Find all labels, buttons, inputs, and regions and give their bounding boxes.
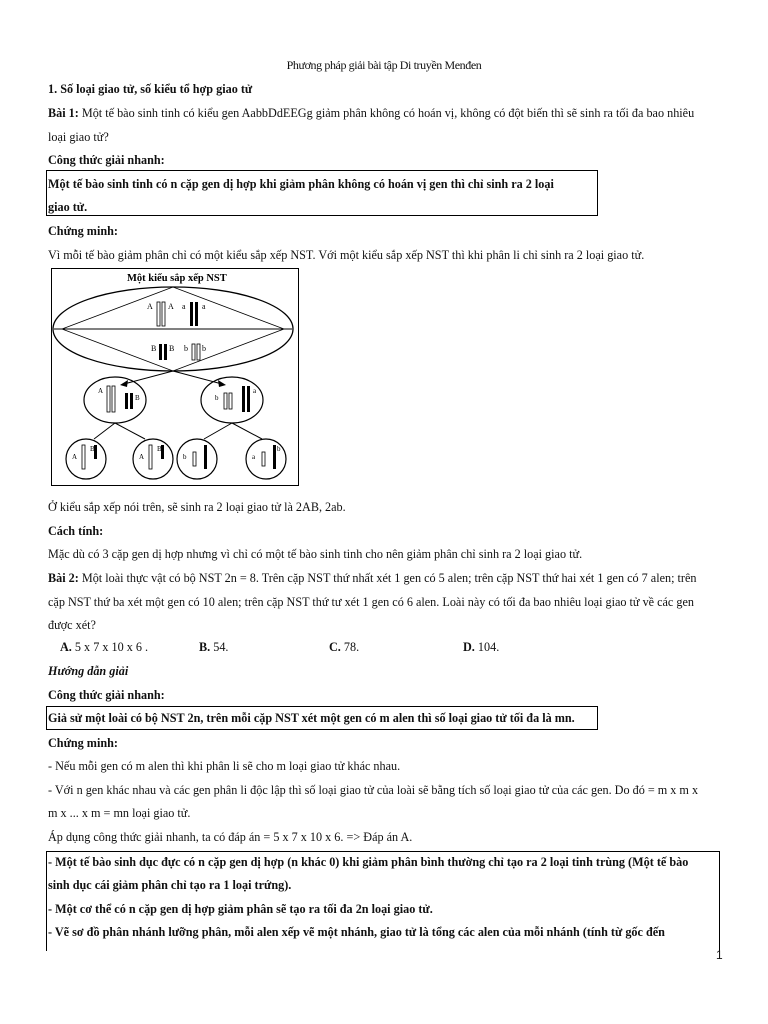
spindle-right-top xyxy=(173,287,284,329)
section-heading: 1. Số loại giao tử, số kiểu tổ hợp giao tử xyxy=(48,82,253,96)
chromosome-a-2 xyxy=(195,302,198,326)
chromosome-b-2 xyxy=(197,344,200,360)
left-cell-chromatid-3 xyxy=(125,393,128,409)
gamete-3-a xyxy=(204,445,207,469)
option-c: C. 78. xyxy=(329,640,360,654)
left-cell-label-B: B xyxy=(135,394,140,402)
left-cell-chromatid-2 xyxy=(112,386,115,412)
chromosome-B-1 xyxy=(159,344,162,360)
summary-line-3: - Một cơ thể có n cặp gen dị hợp giảm phân sẽ tạo ra tối đa 2n loại giao tử. xyxy=(48,902,433,916)
summary-line-4: - Vẽ sơ đồ phân nhánh lưỡng phân, mỗi alen xếp vẽ một nhánh, giao tử là tổng các alen của mỗi nhánh (tính từ gốc đến xyxy=(48,925,665,939)
gamete-1-A xyxy=(82,445,85,469)
label-b: b xyxy=(184,344,188,353)
left-cell-label-A: A xyxy=(98,387,104,395)
formula-box-1-line-2: giao tử. xyxy=(48,200,88,214)
gamete-1-label-A: A xyxy=(72,453,78,461)
gamete-3-label-b: b xyxy=(183,453,187,461)
spindle-left-top xyxy=(62,287,173,329)
arrow-gamete-2 xyxy=(115,423,145,439)
proof-heading-2: Chứng minh: xyxy=(48,736,118,750)
chromosome-A-2 xyxy=(162,302,165,326)
chromosome-B-2 xyxy=(164,344,167,360)
quick-formula-heading-1: Công thức giải nhanh: xyxy=(48,153,165,167)
gamete-4-label-a: a xyxy=(252,453,256,461)
proof-2-line-3: m x ... x m = mn loại giao tử. xyxy=(48,806,191,820)
label-b-2: b xyxy=(202,344,206,353)
quick-formula-heading-2: Công thức giải nhanh: xyxy=(48,688,165,702)
arrow-to-left-cell xyxy=(124,371,173,384)
chromosome-a-1 xyxy=(190,302,193,326)
exercise-2-line-2: cặp NST thứ ba xét một gen có 10 alen; trên cặp NST thứ tư xét 1 gen có 6 alen. Loài này có tối đa bao nhiêu loại giao tử về các gen xyxy=(48,595,694,609)
arrow-gamete-3 xyxy=(204,423,232,439)
arrow-gamete-1 xyxy=(94,423,115,439)
right-cell-chromatid-4 xyxy=(247,386,250,412)
arrow-to-right-cell xyxy=(173,371,222,384)
chromosome-A-1 xyxy=(157,302,160,326)
exercise-2-line-1 xyxy=(48,571,696,586)
label-a: a xyxy=(182,302,186,311)
summary-line-2: sinh dục cái giảm phân chỉ tạo ra 1 loại trứng). xyxy=(48,878,292,892)
left-cell-chromatid-1 xyxy=(107,386,110,412)
arrowhead-right-cell xyxy=(218,380,226,387)
chromosome-diagram xyxy=(52,269,297,484)
exercise-1-label: Bài 1: xyxy=(48,106,79,120)
label-a-2: a xyxy=(202,302,206,311)
solution-guide-heading: Hướng dẫn giải xyxy=(48,664,129,678)
calculation-text: Mặc dù có 3 cặp gen dị hợp nhưng vì chỉ có một tế bào sinh tinh cho nên giảm phân chỉ sinh ra 2 loại giao tử. xyxy=(48,547,583,561)
proof-heading-1: Chứng minh: xyxy=(48,224,118,238)
exercise-1-line-2: loại giao tử? xyxy=(48,130,109,144)
gamete-2-A xyxy=(149,445,152,469)
chromosome-b-1 xyxy=(192,344,195,360)
proof-2-line-2: - Với n gen khác nhau và các gen phân li độc lập thì số loại giao tử của loài sẽ bằng tích số loại giao tử của các gen. Do đó = m x m x xyxy=(48,783,699,797)
label-B: B xyxy=(151,344,157,353)
summary-line-1: - Một tế bào sinh dục đực có n cặp gen dị hợp (n khác 0) khi giảm phân bình thường chỉ tạo ra 2 loại tinh trùng (Một tế bào xyxy=(48,855,689,869)
exercise-2-text: Một loài thực vật có bộ NST 2n = 8. Trên cặp NST thứ nhất xét 1 gen có 5 alen; trên cặp NST thứ hai xét 1 gen có 7 alen; trên xyxy=(78,571,697,585)
exercise-1-text: Một tế bào sinh tinh có kiểu gen AabbDdEEGg giảm phân không có hoán vị, không có đột biến thì sẽ sinh ra tối đa bao nhiêu xyxy=(78,106,695,120)
figure-title: Một kiểu sắp xếp NST xyxy=(127,273,227,284)
gamete-2-label-A: A xyxy=(139,453,145,461)
chromosome-figure xyxy=(51,268,299,486)
calculation-heading: Cách tính: xyxy=(48,524,104,538)
apply-formula-text: Áp dụng công thức giải nhanh, ta có đáp án = 5 x 7 x 10 x 6. => Đáp án A. xyxy=(48,830,413,844)
formula-box-1-line-1: Một tế bào sinh tinh có n cặp gen dị hợp khi giảm phân không có hoán vị gen thì chỉ sinh ra 2 loại xyxy=(48,177,554,191)
gamete-4-b xyxy=(262,452,265,466)
arrow-gamete-4 xyxy=(232,423,262,439)
gamete-3-b xyxy=(193,452,196,466)
left-cell-chromatid-4 xyxy=(130,393,133,409)
spindle-right-bottom xyxy=(173,329,284,371)
proof-2-line-1: - Nếu mỗi gen có m alen thì khi phân li sẽ cho m loại giao tử khác nhau. xyxy=(48,759,401,773)
right-cell-label-b: b xyxy=(215,394,219,402)
gamete-2-label-B: B xyxy=(157,445,162,453)
right-cell-label-a: a xyxy=(253,387,257,395)
after-figure-text: Ở kiểu sắp xếp nói trên, sẽ sinh ra 2 loại giao tử là 2AB, 2ab. xyxy=(48,500,346,514)
formula-box-2-text: Giả sử một loài có bộ NST 2n, trên mỗi cặp NST xét một gen có m alen thì số loại giao tử tối đa là mn. xyxy=(48,711,575,725)
option-d: D. 104. xyxy=(463,640,500,654)
right-cell-chromatid-1 xyxy=(224,393,227,409)
proof-1-text: Vì mỗi tế bào giảm phân chỉ có một kiểu sắp xếp NST. Với một kiểu sắp xếp NST thì khi phân li chỉ sinh ra 2 loại giao tử. xyxy=(48,248,645,262)
document-title: Phương pháp giải bài tập Di truyền Menđen xyxy=(286,58,482,72)
label-A-2: A xyxy=(168,302,174,311)
arrowhead-left-cell xyxy=(120,380,128,387)
label-A: A xyxy=(147,302,153,311)
gamete-1-label-B: B xyxy=(90,445,95,453)
exercise-1-line-1 xyxy=(48,106,694,121)
right-cell-chromatid-3 xyxy=(242,386,245,412)
page-number: 1 xyxy=(716,948,723,962)
exercise-2-label: Bài 2: xyxy=(48,571,79,585)
gamete-4-label-b: b xyxy=(277,445,281,453)
exercise-2-line-3: được xét? xyxy=(48,618,96,632)
label-B-2: B xyxy=(169,344,175,353)
option-b: B. 54. xyxy=(199,640,229,654)
right-cell-chromatid-2 xyxy=(229,393,232,409)
gamete-4-a xyxy=(273,445,276,469)
option-a: A. 5 x 7 x 10 x 6 . xyxy=(60,640,149,654)
spindle-left-bottom xyxy=(62,329,173,371)
